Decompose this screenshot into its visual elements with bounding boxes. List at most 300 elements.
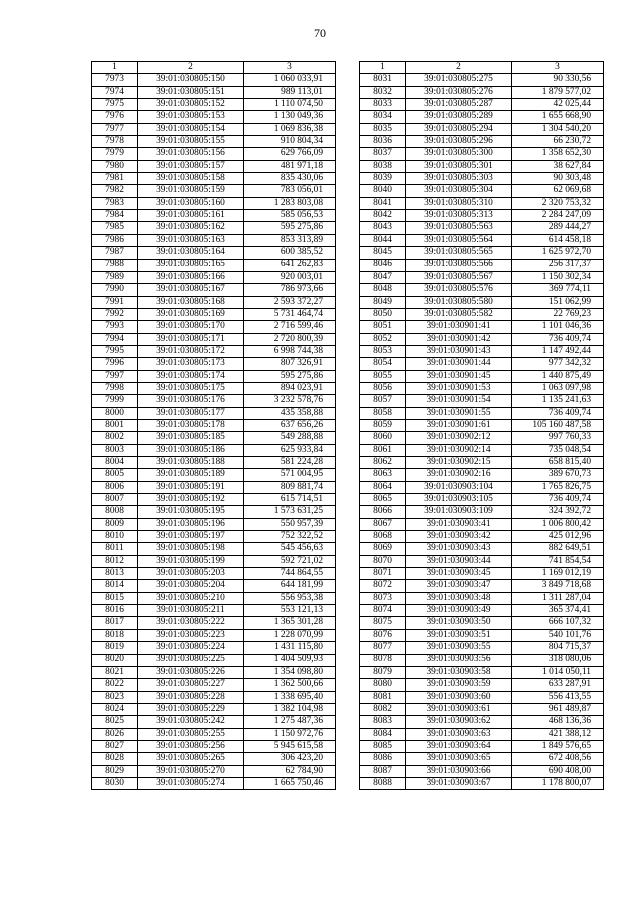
value-cell: 1 063 097,98 [512,382,604,394]
table-row [360,222,604,234]
table-row [360,666,604,678]
table-row [92,531,336,543]
row-number-cell: 8019 [92,642,138,654]
value-cell: 22 769,23 [512,308,604,320]
row-number-cell: 8021 [92,666,138,678]
value-cell: 752 322,52 [244,531,336,543]
cadastral-number-cell: 39:01:030805:173 [138,358,244,370]
row-number-cell: 8023 [92,691,138,703]
row-number-cell: 8020 [92,654,138,666]
value-cell: 1 765 826,75 [512,481,604,493]
table-row [360,271,604,283]
table-row [92,247,336,259]
cadastral-number-cell: 39:01:030903:59 [406,679,512,691]
row-number-cell: 8018 [92,629,138,641]
table-row [92,629,336,641]
row-number-cell: 8071 [360,568,406,580]
value-cell: 741 854,54 [512,555,604,567]
value-cell: 90 303,48 [512,173,604,185]
cadastral-number-cell: 39:01:030903:60 [406,691,512,703]
table-row [360,358,604,370]
table-row [360,740,604,752]
value-cell: 1 150 302,34 [512,271,604,283]
cadastral-number-cell: 39:01:030903:66 [406,765,512,777]
row-number-cell: 8001 [92,419,138,431]
cadastral-number-cell: 39:01:030805:313 [406,210,512,222]
value-cell: 807 326,91 [244,358,336,370]
value-cell: 1 014 050,11 [512,666,604,678]
cadastral-number-cell: 39:01:030805:229 [138,703,244,715]
row-number-cell: 7982 [92,185,138,197]
value-cell: 641 262,83 [244,259,336,271]
cadastral-number-cell: 39:01:030903:51 [406,629,512,641]
row-number-cell: 8003 [92,444,138,456]
cadastral-number-cell: 39:01:030805:160 [138,197,244,209]
row-number-cell: 8052 [360,333,406,345]
cadastral-number-cell: 39:01:030805:228 [138,691,244,703]
row-number-cell: 8047 [360,271,406,283]
row-number-cell: 8041 [360,197,406,209]
cadastral-number-cell: 39:01:030805:192 [138,494,244,506]
row-number-cell: 7990 [92,284,138,296]
table-row [92,580,336,592]
row-number-cell: 8025 [92,716,138,728]
cadastral-number-cell: 39:01:030805:175 [138,382,244,394]
value-cell: 389 670,73 [512,469,604,481]
value-cell: 1 178 800,07 [512,777,604,789]
row-number-cell: 8028 [92,753,138,765]
cadastral-number-cell: 39:01:030902:16 [406,469,512,481]
value-cell: 425 012,96 [512,531,604,543]
cadastral-number-cell: 39:01:030903:44 [406,555,512,567]
cadastral-number-cell: 39:01:030903:43 [406,543,512,555]
table-row [92,222,336,234]
row-number-cell: 7988 [92,259,138,271]
table-row [92,308,336,320]
cadastral-number-cell: 39:01:030805:157 [138,160,244,172]
table-row [92,777,336,789]
row-number-cell: 8083 [360,716,406,728]
value-cell: 1 304 540,20 [512,123,604,135]
table-row [92,494,336,506]
row-number-cell: 7976 [92,111,138,123]
value-cell: 105 160 487,58 [512,419,604,431]
row-number-cell: 8049 [360,296,406,308]
table-row [360,382,604,394]
cadastral-number-cell: 39:01:030805:224 [138,642,244,654]
cadastral-number-cell: 39:01:030805:287 [406,99,512,111]
value-cell: 989 113,01 [244,86,336,98]
value-cell: 625 933,84 [244,444,336,456]
value-cell: 556 413,55 [512,691,604,703]
table-row [360,777,604,789]
cadastral-number-cell: 39:01:030901:42 [406,333,512,345]
table-row [360,197,604,209]
cadastral-number-cell: 39:01:030903:49 [406,605,512,617]
table-row [360,765,604,777]
row-number-cell: 7977 [92,123,138,135]
value-cell: 1 625 972,70 [512,247,604,259]
value-cell: 614 458,18 [512,234,604,246]
table-row [360,617,604,629]
cadastral-number-cell: 39:01:030805:165 [138,259,244,271]
row-number-cell: 8050 [360,308,406,320]
value-cell: 540 101,76 [512,629,604,641]
table-row [92,234,336,246]
cadastral-number-cell: 39:01:030805:168 [138,296,244,308]
cadastral-number-cell: 39:01:030805:164 [138,247,244,259]
table-row [360,173,604,185]
table-row [92,284,336,296]
row-number-cell: 8034 [360,111,406,123]
row-number-cell: 8084 [360,728,406,740]
table-row [360,592,604,604]
cadastral-number-cell: 39:01:030903:62 [406,716,512,728]
table-row [360,432,604,444]
value-cell: 1 101 046,36 [512,321,604,333]
row-number-cell: 7983 [92,197,138,209]
row-number-cell: 8046 [360,259,406,271]
table-row [360,234,604,246]
value-cell: 1 069 836,38 [244,123,336,135]
cadastral-number-cell: 39:01:030805:255 [138,728,244,740]
row-number-cell: 7992 [92,308,138,320]
cadastral-number-cell: 39:01:030903:67 [406,777,512,789]
row-number-cell: 7984 [92,210,138,222]
cadastral-number-cell: 39:01:030805:195 [138,506,244,518]
row-number-cell: 8068 [360,531,406,543]
table-row [92,86,336,98]
cadastral-number-cell: 39:01:030805:156 [138,148,244,160]
value-cell: 2 716 599,46 [244,321,336,333]
value-cell: 1 338 695,40 [244,691,336,703]
value-cell: 1 362 500,66 [244,679,336,691]
table-row [92,99,336,111]
cadastral-number-cell: 39:01:030805:265 [138,753,244,765]
cadastral-number-cell: 39:01:030805:304 [406,185,512,197]
table-row [360,160,604,172]
value-cell: 1 228 070,99 [244,629,336,641]
value-cell: 1 849 576,65 [512,740,604,752]
table-row [360,728,604,740]
table-row [92,642,336,654]
table-row [360,370,604,382]
row-number-cell: 8044 [360,234,406,246]
table-row [360,679,604,691]
cadastral-number-cell: 39:01:030805:151 [138,86,244,98]
row-number-cell: 7995 [92,345,138,357]
value-cell: 1 110 074,50 [244,99,336,111]
table-row [92,469,336,481]
cadastral-number-cell: 39:01:030805:226 [138,666,244,678]
column-header: 3 [512,62,604,74]
row-number-cell: 8014 [92,580,138,592]
row-number-cell: 8059 [360,419,406,431]
table-row [92,592,336,604]
row-number-cell: 7979 [92,148,138,160]
table-row [360,296,604,308]
table-row [92,136,336,148]
value-cell: 1 311 287,04 [512,592,604,604]
row-number-cell: 8006 [92,481,138,493]
row-number-cell: 8088 [360,777,406,789]
table-row [92,271,336,283]
row-number-cell: 8055 [360,370,406,382]
value-cell: 1 879 577,02 [512,86,604,98]
cadastral-number-cell: 39:01:030902:15 [406,457,512,469]
cadastral-number-cell: 39:01:030901:44 [406,358,512,370]
row-number-cell: 7980 [92,160,138,172]
table-row [360,419,604,431]
value-cell: 435 358,88 [244,407,336,419]
table-row [92,605,336,617]
table-row [92,358,336,370]
column-header: 2 [406,62,512,74]
row-number-cell: 8039 [360,173,406,185]
value-cell: 997 760,33 [512,432,604,444]
cadastral-number-cell: 39:01:030805:564 [406,234,512,246]
right-table-body [360,62,604,790]
cadastral-number-cell: 39:01:030901:55 [406,407,512,419]
value-cell: 644 181,99 [244,580,336,592]
cadastral-number-cell: 39:01:030805:171 [138,333,244,345]
cadastral-number-cell: 39:01:030805:565 [406,247,512,259]
row-number-cell: 8072 [360,580,406,592]
row-number-cell: 8081 [360,691,406,703]
value-cell: 5 945 615,58 [244,740,336,752]
table-row [360,111,604,123]
row-number-cell: 8012 [92,555,138,567]
cadastral-number-cell: 39:01:030805:166 [138,271,244,283]
cadastral-number-cell: 39:01:030805:199 [138,555,244,567]
value-cell: 629 766,09 [244,148,336,160]
table-row [360,555,604,567]
cadastral-number-cell: 39:01:030805:223 [138,629,244,641]
cadastral-number-cell: 39:01:030901:61 [406,419,512,431]
cadastral-number-cell: 39:01:030805:580 [406,296,512,308]
table-row [360,518,604,530]
row-number-cell: 8060 [360,432,406,444]
table-row [360,395,604,407]
row-number-cell: 8016 [92,605,138,617]
row-number-cell: 7981 [92,173,138,185]
column-header: 3 [244,62,336,74]
value-cell: 1 365 301,28 [244,617,336,629]
cadastral-number-cell: 39:01:030805:563 [406,222,512,234]
cadastral-number-cell: 39:01:030805:186 [138,444,244,456]
column-header: 1 [360,62,406,74]
row-number-cell: 8015 [92,592,138,604]
row-number-cell: 7999 [92,395,138,407]
table-row [360,568,604,580]
cadastral-number-cell: 39:01:030805:203 [138,568,244,580]
cadastral-number-cell: 39:01:030805:189 [138,469,244,481]
value-cell: 1 169 012,19 [512,568,604,580]
table-row [92,210,336,222]
row-number-cell: 8048 [360,284,406,296]
row-number-cell: 8085 [360,740,406,752]
table-row [360,753,604,765]
cadastral-number-cell: 39:01:030805:169 [138,308,244,320]
cadastral-number-cell: 39:01:030805:161 [138,210,244,222]
value-cell: 90 330,56 [512,74,604,86]
cadastral-number-cell: 39:01:030805:185 [138,432,244,444]
cadastral-number-cell: 39:01:030903:104 [406,481,512,493]
cadastral-number-cell: 39:01:030805:159 [138,185,244,197]
table-row [360,629,604,641]
row-number-cell: 7987 [92,247,138,259]
row-number-cell: 8002 [92,432,138,444]
row-number-cell: 8029 [92,765,138,777]
value-cell: 545 456,63 [244,543,336,555]
row-number-cell: 8036 [360,136,406,148]
row-number-cell: 8005 [92,469,138,481]
cadastral-number-cell: 39:01:030805:158 [138,173,244,185]
table-row [360,259,604,271]
cadastral-number-cell: 39:01:030805:242 [138,716,244,728]
cadastral-number-cell: 39:01:030805:303 [406,173,512,185]
value-cell: 1 275 487,36 [244,716,336,728]
value-cell: 2 593 372,27 [244,296,336,308]
cadastral-number-cell: 39:01:030805:310 [406,197,512,209]
value-cell: 736 409,74 [512,494,604,506]
table-row [92,518,336,530]
value-cell: 62 069,68 [512,185,604,197]
column-header: 2 [138,62,244,74]
row-number-cell: 8076 [360,629,406,641]
value-cell: 672 408,56 [512,753,604,765]
value-cell: 1 006 800,42 [512,518,604,530]
cadastral-number-cell: 39:01:030805:211 [138,605,244,617]
table-row [92,740,336,752]
cadastral-number-cell: 39:01:030805:582 [406,308,512,320]
table-row [92,173,336,185]
left-table-body [92,62,336,790]
value-cell: 289 444,27 [512,222,604,234]
row-number-cell: 8075 [360,617,406,629]
cadastral-number-cell: 39:01:030805:301 [406,160,512,172]
value-cell: 306 423,20 [244,753,336,765]
row-number-cell: 8007 [92,494,138,506]
table-row [360,605,604,617]
cadastral-number-cell: 39:01:030805:176 [138,395,244,407]
cadastral-number-cell: 39:01:030903:45 [406,568,512,580]
table-row [360,543,604,555]
value-cell: 1 130 049,36 [244,111,336,123]
value-cell: 1 573 631,25 [244,506,336,518]
value-cell: 595 275,86 [244,370,336,382]
cadastral-number-cell: 39:01:030903:63 [406,728,512,740]
row-number-cell: 8022 [92,679,138,691]
row-number-cell: 8079 [360,666,406,678]
table-row [92,654,336,666]
cadastral-number-cell: 39:01:030901:53 [406,382,512,394]
value-cell: 894 023,91 [244,382,336,394]
value-cell: 318 080,06 [512,654,604,666]
value-cell: 637 656,26 [244,419,336,431]
value-cell: 1 382 104,98 [244,703,336,715]
row-number-cell: 7993 [92,321,138,333]
table-row [360,136,604,148]
table-row [360,321,604,333]
row-number-cell: 8074 [360,605,406,617]
value-cell: 1 354 098,80 [244,666,336,678]
table-row [360,444,604,456]
cadastral-number-cell: 39:01:030805:289 [406,111,512,123]
table-row [92,617,336,629]
cadastral-number-cell: 39:01:030901:54 [406,395,512,407]
table-row [360,580,604,592]
value-cell: 882 649,51 [512,543,604,555]
cadastral-number-cell: 39:01:030805:174 [138,370,244,382]
cadastral-number-cell: 39:01:030805:566 [406,259,512,271]
table-row [360,123,604,135]
table-row [92,543,336,555]
row-number-cell: 8009 [92,518,138,530]
table-row [360,148,604,160]
table-row [92,333,336,345]
value-cell: 468 136,36 [512,716,604,728]
table-row [360,333,604,345]
row-number-cell: 8064 [360,481,406,493]
table-row [92,666,336,678]
row-number-cell: 7991 [92,296,138,308]
value-cell: 3 849 718,68 [512,580,604,592]
value-cell: 744 864,55 [244,568,336,580]
row-number-cell: 8004 [92,457,138,469]
value-cell: 1 440 875,49 [512,370,604,382]
value-cell: 324 392,72 [512,506,604,518]
table-row [92,506,336,518]
value-cell: 736 409,74 [512,333,604,345]
value-cell: 853 313,89 [244,234,336,246]
cadastral-number-cell: 39:01:030903:109 [406,506,512,518]
value-cell: 585 056,53 [244,210,336,222]
cadastral-number-cell: 39:01:030805:150 [138,74,244,86]
value-cell: 1 665 750,46 [244,777,336,789]
value-cell: 809 881,74 [244,481,336,493]
table-row [92,345,336,357]
table-row [360,494,604,506]
row-number-cell: 8062 [360,457,406,469]
table-row [92,555,336,567]
table-row [92,148,336,160]
value-cell: 151 062,99 [512,296,604,308]
table-row [92,765,336,777]
row-number-cell: 8070 [360,555,406,567]
row-number-cell: 8008 [92,506,138,518]
table-row [92,568,336,580]
cadastral-number-cell: 39:01:030903:47 [406,580,512,592]
value-cell: 3 232 578,76 [244,395,336,407]
cadastral-number-cell: 39:01:030805:188 [138,457,244,469]
cadastral-number-cell: 39:01:030805:296 [406,136,512,148]
table-row [360,284,604,296]
cadastral-number-cell: 39:01:030805:300 [406,148,512,160]
table-row [360,654,604,666]
row-number-cell: 7996 [92,358,138,370]
cadastral-number-cell: 39:01:030805:276 [406,86,512,98]
row-number-cell: 8042 [360,210,406,222]
cadastral-number-cell: 39:01:030805:177 [138,407,244,419]
cadastral-number-cell: 39:01:030902:14 [406,444,512,456]
left-table [91,61,336,790]
table-row [92,703,336,715]
table-row [92,457,336,469]
table-row [360,481,604,493]
row-number-cell: 8045 [360,247,406,259]
value-cell: 804 715,37 [512,642,604,654]
